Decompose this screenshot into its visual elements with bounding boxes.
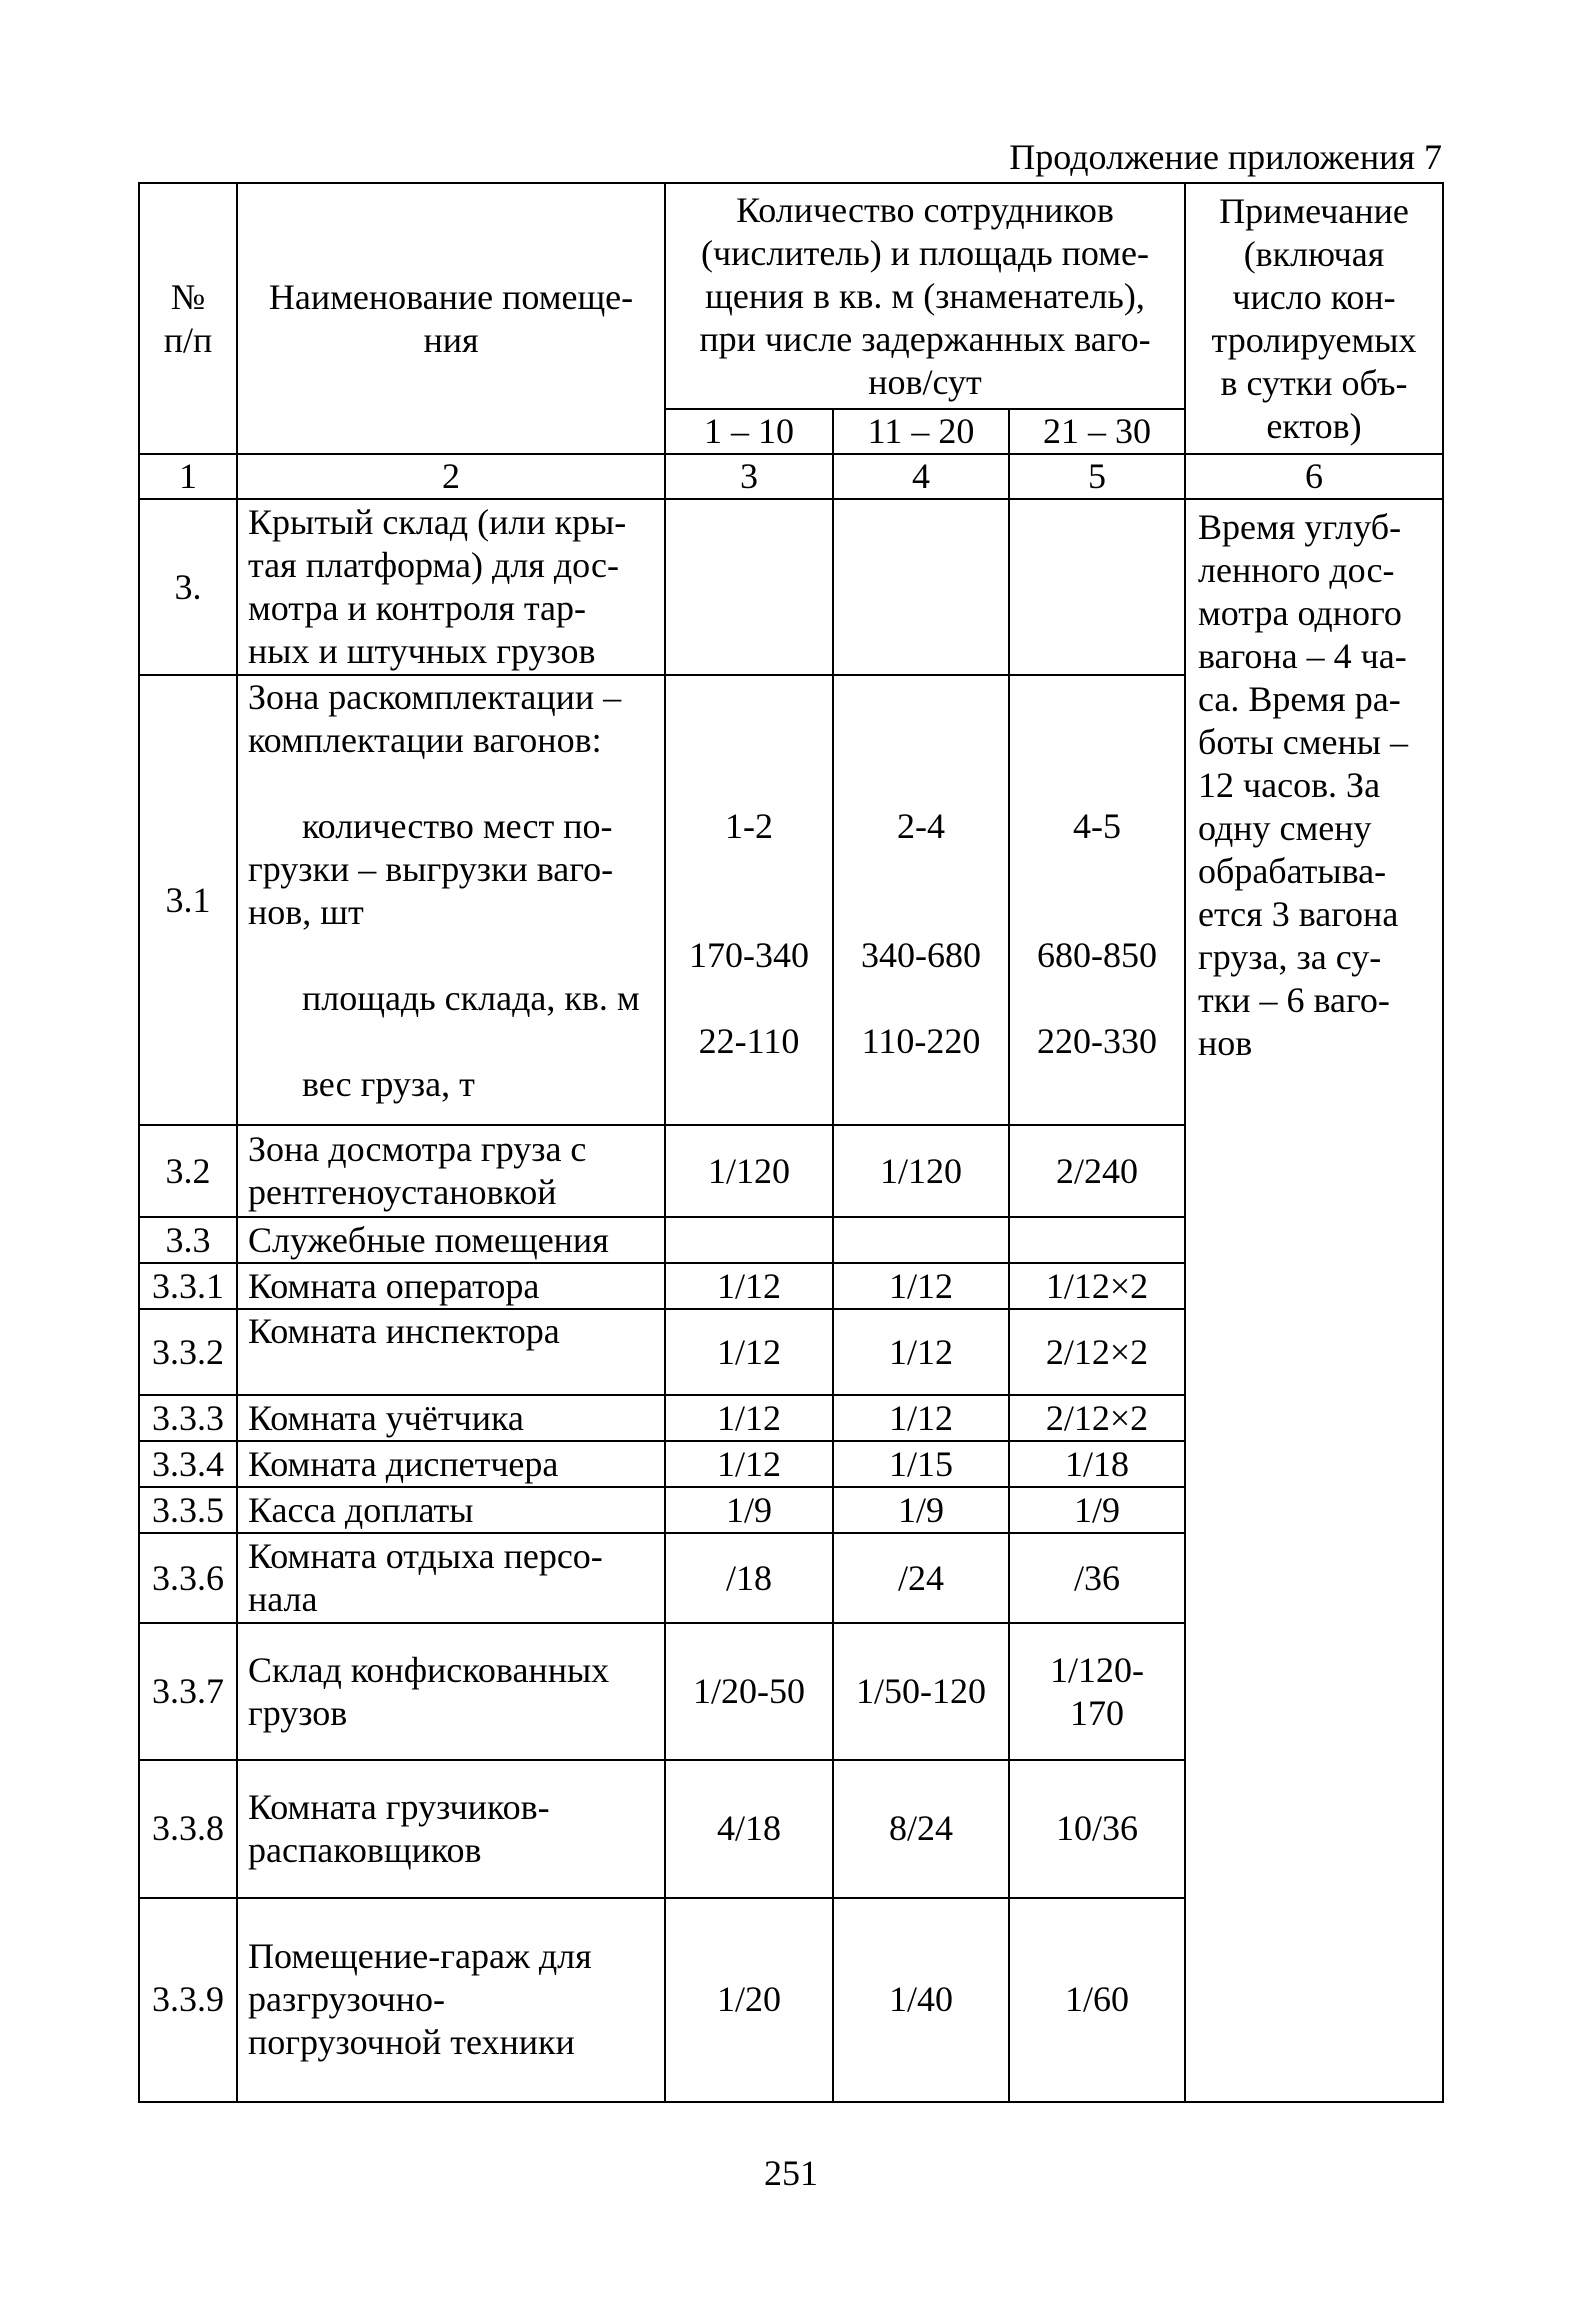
- row-name: Комната грузчиков- распаковщиков: [237, 1760, 665, 1897]
- header-note: Примечание (включая число кон- тролируемых в сутки объ- ектов): [1185, 183, 1443, 454]
- row-value: 1/9: [665, 1487, 833, 1533]
- row-value: 1/12: [833, 1263, 1009, 1309]
- row-name: Служебные помещения: [237, 1217, 665, 1263]
- col-index-3: 3: [665, 454, 833, 499]
- row-value: 1/12: [665, 1309, 833, 1395]
- row-num: 3.: [139, 499, 237, 675]
- page-number: 251: [764, 2153, 818, 2193]
- row-value: 1/12: [665, 1263, 833, 1309]
- row-num: 3.3.3: [139, 1395, 237, 1441]
- row-value: /36: [1009, 1533, 1185, 1623]
- col-index-5: 5: [1009, 454, 1185, 499]
- range-11-20: 11 – 20: [833, 409, 1009, 454]
- row-name: Крытый склад (или кры- тая платформа) для дос- мотра и контроля тар- ных и штучных грузов: [237, 499, 665, 675]
- subrow-label-loading-places: количество мест по-: [302, 806, 613, 846]
- row-value: [665, 499, 833, 675]
- row-name: Комната диспетчера: [237, 1441, 665, 1487]
- row-name: Комната учётчика: [237, 1395, 665, 1441]
- row-value: 1/120: [833, 1125, 1009, 1217]
- row-value: 1/9: [1009, 1487, 1185, 1533]
- rooms-table: [138, 182, 1444, 2103]
- row-value: 1/50-120: [833, 1623, 1009, 1760]
- col-index-1: 1: [139, 454, 237, 499]
- col-index-2: 2: [237, 454, 665, 499]
- row-value: 2/240: [1009, 1125, 1185, 1217]
- row-num: 3.3.7: [139, 1623, 237, 1760]
- appendix-continuation-note: Продолжение приложения 7: [1009, 137, 1442, 177]
- row-num: 3.3: [139, 1217, 237, 1263]
- row-value: 1/12×2: [1009, 1263, 1185, 1309]
- row-value: 1/20-50: [665, 1623, 833, 1760]
- row-name: Склад конфискованных грузов: [237, 1623, 665, 1760]
- row-value: 4-5 680-850 220-330: [1009, 675, 1185, 1125]
- row-value: [833, 499, 1009, 675]
- row-value: 1/12: [665, 1395, 833, 1441]
- table-row: [139, 499, 1443, 675]
- row-value: 2-4 340-680 110-220: [833, 675, 1009, 1125]
- row-value: 1/120: [665, 1125, 833, 1217]
- range-21-30: 21 – 30: [1009, 409, 1185, 454]
- row-value: 1/20: [665, 1898, 833, 2102]
- header-num: № п/п: [139, 183, 237, 454]
- col-index-6: 6: [1185, 454, 1443, 499]
- row-value: 1/12: [833, 1309, 1009, 1395]
- col-index-4: 4: [833, 454, 1009, 499]
- row-num: 3.3.2: [139, 1309, 237, 1395]
- row-value: 1/120- 170: [1009, 1623, 1185, 1760]
- row-value: [665, 1217, 833, 1263]
- row-value: 10/36: [1009, 1760, 1185, 1897]
- row-name: Комната оператора: [237, 1263, 665, 1309]
- row-value: 1/12: [833, 1395, 1009, 1441]
- row-num: 3.3.8: [139, 1760, 237, 1897]
- note-inspection-time: Время углуб- ленного дос- мотра одного вагона – 4 ча- са. Время ра- боты смены – 12 часов. За одну смену обрабатыва- ется 3 вагона груза, за су- тки – 6 ваго- нов: [1185, 499, 1443, 2102]
- row-value: 2/12×2: [1009, 1395, 1185, 1441]
- row-value: 1/40: [833, 1898, 1009, 2102]
- row-value: 1/60: [1009, 1898, 1185, 2102]
- row-value: 8/24: [833, 1760, 1009, 1897]
- row-num: 3.3.9: [139, 1898, 237, 2102]
- row-value: /24: [833, 1533, 1009, 1623]
- row-name: Помещение-гараж для разгрузочно- погрузочной техники: [237, 1898, 665, 2102]
- header-quantity: Количество сотрудников (числитель) и площадь поме- щения в кв. м (знаменатель), при числе задержанных ваго- нов/сут: [665, 183, 1185, 409]
- row-value: [833, 1217, 1009, 1263]
- row-value: 4/18: [665, 1760, 833, 1897]
- row-name: Касса доплаты: [237, 1487, 665, 1533]
- row-value: [1009, 1217, 1185, 1263]
- row-num: 3.3.6: [139, 1533, 237, 1623]
- row-name: Зона досмотра груза с рентгеноустановкой: [237, 1125, 665, 1217]
- row-value: 1/12: [665, 1441, 833, 1487]
- header-name: Наименование помеще- ния: [237, 183, 665, 454]
- row-value: 1/15: [833, 1441, 1009, 1487]
- row-num: 3.3.5: [139, 1487, 237, 1533]
- row-value: /18: [665, 1533, 833, 1623]
- subrow-label-warehouse-area: площадь склада, кв. м: [302, 978, 640, 1018]
- row-value: 2/12×2: [1009, 1309, 1185, 1395]
- row-value: 1-2 170-340 22-110: [665, 675, 833, 1125]
- row-value: [1009, 499, 1185, 675]
- subrow-label-cargo-weight: вес груза, т: [302, 1064, 475, 1104]
- row-value: 1/18: [1009, 1441, 1185, 1487]
- row-name: Комната инспектора: [237, 1309, 665, 1395]
- range-1-10: 1 – 10: [665, 409, 833, 454]
- row-name: Зона раскомплектации – комплектации вагонов: количество мест по- грузки – выгрузки ваго- нов, шт площадь склада, кв. м вес груза, т: [237, 675, 665, 1125]
- row-value: 1/9: [833, 1487, 1009, 1533]
- row-name: Комната отдыха персо- нала: [237, 1533, 665, 1623]
- row-num: 3.1: [139, 675, 237, 1125]
- row-num: 3.3.4: [139, 1441, 237, 1487]
- row-num: 3.2: [139, 1125, 237, 1217]
- row-num: 3.3.1: [139, 1263, 237, 1309]
